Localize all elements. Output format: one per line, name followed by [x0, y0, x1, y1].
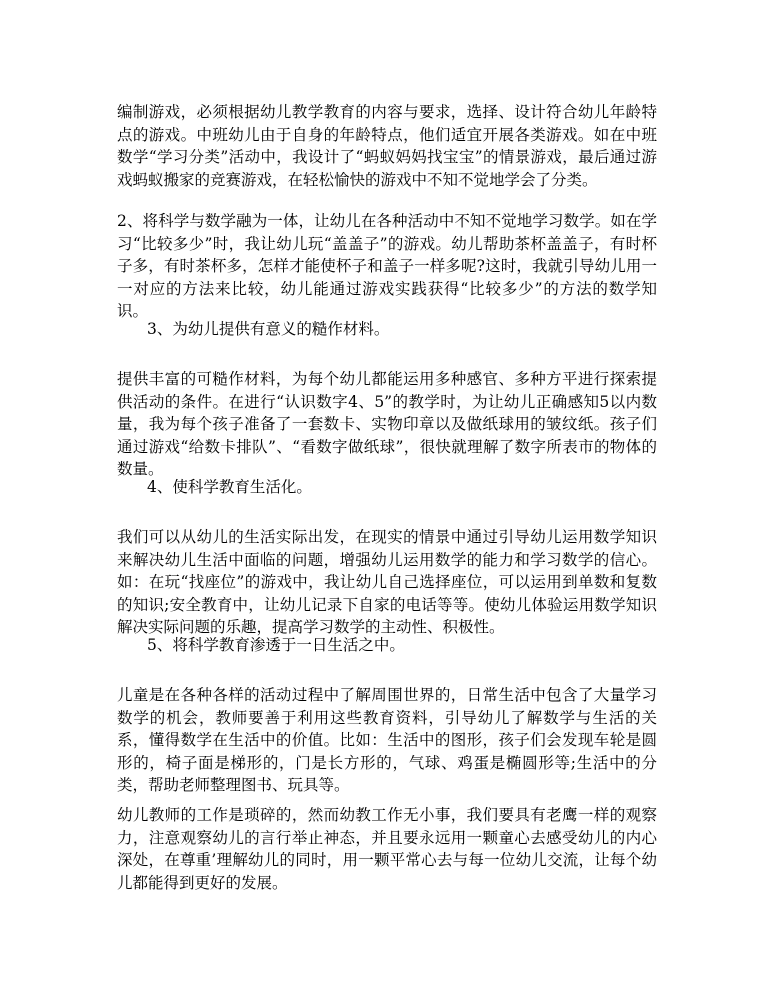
paragraph-daily-life: 我们可以从幼儿的生活实际出发，在现实的情景中通过引导幼儿运用数学知识来解决幼儿生活中面临的问题，增强幼儿运用数学的能力和学习数学的信心。如：在玩“找座位”的游戏中，我让幼儿自己选择座位，可以运用到单数和复数的知识;安全教育中，让幼儿记录下自家的电话等等。使幼儿体验运用数学知识解决实际问题的乐趣，提高学习数学的主动性、积极性。 [117, 528, 657, 636]
heading-one-day: 5、将科学教育渗透于一日生活之中。 [147, 636, 405, 654]
paragraph-science-math: 2、将科学与数学融为一体，让幼儿在各种活动中不知不觉地学习数学。如在学习“比较多少”时，我让幼儿玩“盖盖子”的游戏。幼儿帮助茶杯盖盖子，有时杯子多，有时茶杯多，怎样才能使杯子和盖子一样多呢?这时，我就引导幼儿用一一对应的方法来比较，幼儿能通过游戏实践获得“比较多少”的方法的数学知识。 [117, 212, 657, 320]
paragraph-materials: 提供丰富的可糙作材料，为每个幼儿都能运用多种感官、多种方平进行探索提供活动的条件。在进行“认识数字4、5”的教学时，为让幼儿正确感知5以内数量，我为每个孩子准备了一套数卡、实物印章以及做纸球用的皱纹纸。孩子们通过游戏“给数卡排队”、“看数字做纸球”，很快就理解了数字所表市的物体的数量。 [117, 370, 657, 478]
heading-daily-life: 4、使科学教育生活化。 [147, 478, 312, 496]
paragraph-teacher-work: 幼儿教师的工作是琐碎的，然而幼教工作无小事，我们要具有老鹰一样的观察力，注意观察幼儿的言行举止神态，并且要永远用一颗童心去感受幼儿的内心深处，在尊重’理解幼儿的同时，用一颗平常心去与每一位幼儿交流，让每个幼儿都能得到更好的发展。 [117, 806, 657, 892]
heading-materials: 3、为幼儿提供有意义的糙作材料。 [147, 320, 390, 338]
paragraph-one-day: 儿童是在各种各样的活动过程中了解周围世界的，日常生活中包含了大量学习数学的机会，教师要善于利用这些教育资料，引导幼儿了解数学与生活的关系，懂得数学在生活中的价值。比如：生活中的图形，孩子们会发现车轮是圆形的，椅子面是梯形的，门是长方形的，气球、鸡蛋是椭圆形等;生活中的分类，帮助老师整理图书、玩具等。 [117, 686, 657, 794]
paragraph-game-design: 编制游戏，必须根据幼儿教学教育的内容与要求，选择、设计符合幼儿年龄特点的游戏。中班幼儿由于自身的年龄特点，他们适宜开展各类游戏。如在中班数学“学习分类”活动中，我设计了“蚂蚁妈妈找宝宝”的情景游戏，最后通过游戏蚂蚁搬家的竞赛游戏，在轻松愉快的游戏中不知不觉地学会了分类。 [117, 103, 657, 189]
